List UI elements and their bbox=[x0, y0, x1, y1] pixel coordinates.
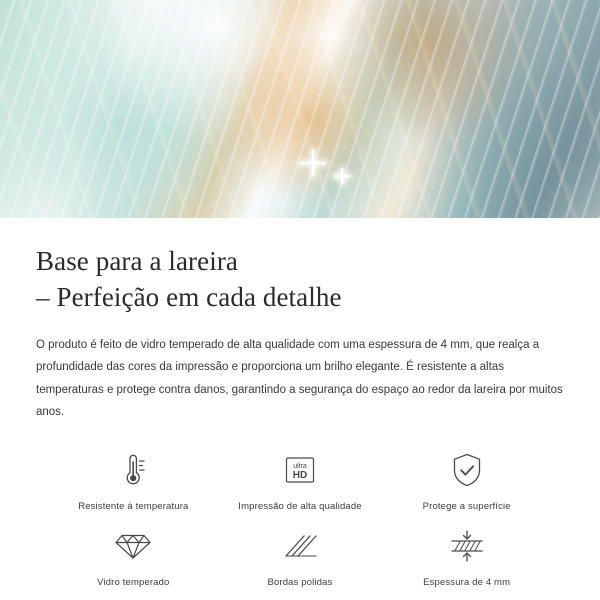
ultra-hd-icon bbox=[283, 448, 317, 492]
diamond-icon bbox=[114, 524, 152, 568]
headline-line-1: Base para a lareira bbox=[36, 246, 239, 276]
feature-label: Protege a superfície bbox=[422, 500, 511, 512]
feature-label: Bordas polidas bbox=[267, 576, 333, 588]
feature-item bbox=[50, 524, 217, 588]
content-block bbox=[0, 218, 600, 588]
hero-image bbox=[0, 0, 600, 218]
feature-grid bbox=[36, 448, 564, 588]
marble-veins bbox=[0, 0, 600, 218]
feature-label: Espessura de 4 mm bbox=[423, 576, 511, 588]
feature-item bbox=[50, 448, 217, 512]
headline-line-2: – Perfeição em cada detalhe bbox=[36, 281, 342, 312]
page-title bbox=[36, 244, 564, 316]
feature-item bbox=[383, 524, 550, 588]
svg-text:ultra: ultra bbox=[293, 462, 307, 470]
feature-item bbox=[217, 524, 384, 588]
feature-label: Resistente à temperatura bbox=[78, 500, 189, 512]
thermometer-icon bbox=[116, 448, 150, 492]
feature-item bbox=[217, 448, 384, 512]
feature-label: Impressão de alta qualidade bbox=[238, 500, 362, 512]
polished-edges-icon bbox=[282, 524, 318, 568]
feature-label: Vidro temperado bbox=[97, 576, 170, 588]
feature-item bbox=[383, 448, 550, 512]
svg-text:HD: HD bbox=[292, 469, 308, 481]
thickness-icon bbox=[447, 524, 487, 568]
description-text: O produto é feito de vidro temperado de alta qualidade com uma espessura de 4 mm, que realça a profundidade das cores da impressão e proporciona um brilho elegante. É resistente a altas temperaturas e protege contra danos, garantindo a segurança do espaço ao redor da lareira por muitos anos. bbox=[36, 338, 563, 419]
shield-check-icon bbox=[450, 448, 484, 492]
